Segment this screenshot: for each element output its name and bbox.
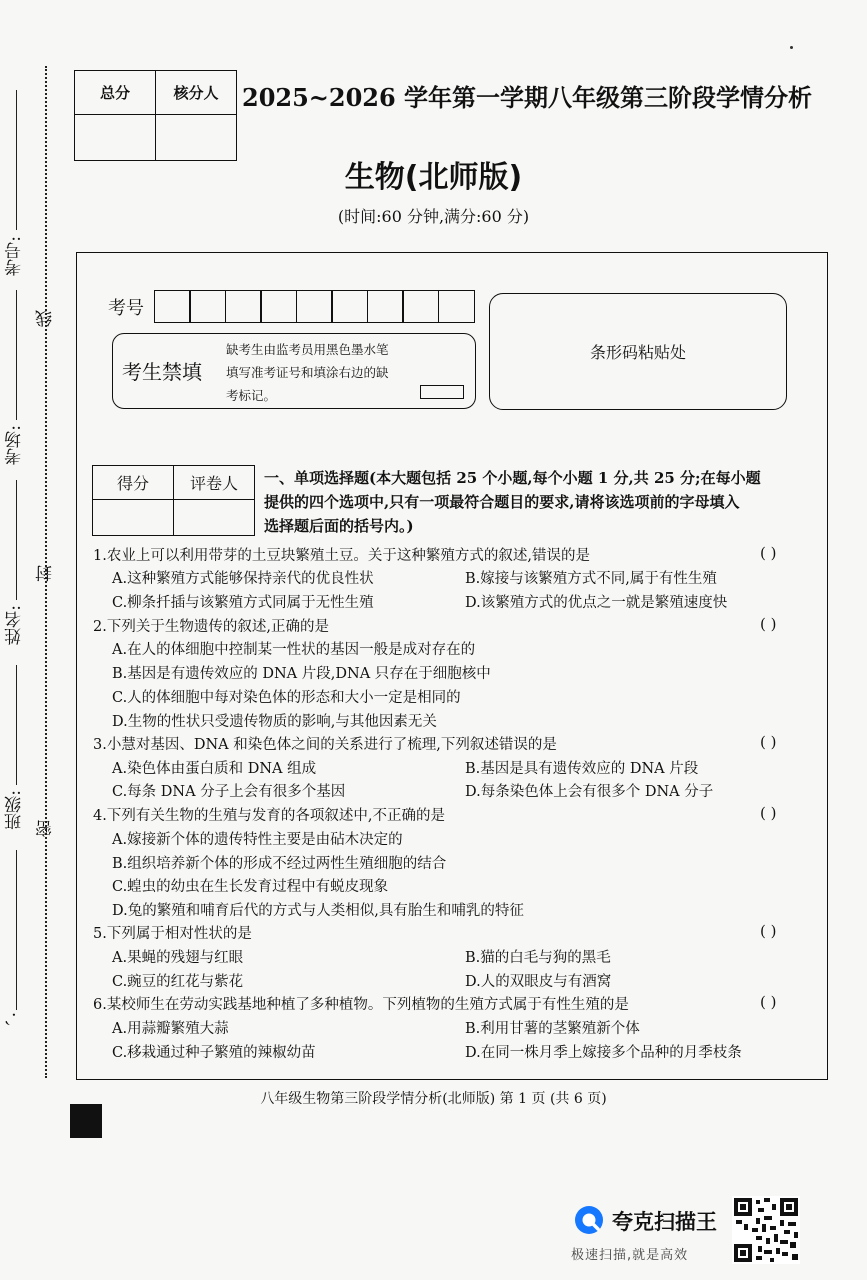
exam-no-box[interactable] — [296, 290, 333, 323]
forbidden-title: 考生禁填 — [122, 360, 202, 384]
question-4-option-c: C.蝗虫的幼虫在生长发育过程中有蜕皮现象 — [112, 879, 389, 895]
question-1-option-a: A.这种繁殖方式能够保持亲代的优良性状 — [112, 571, 374, 587]
question-3-stem: 3.小慧对基因、DNA 和染色体之间的关系进行了梳理,下列叙述错误的是 — [93, 737, 557, 753]
quark-logo-icon — [574, 1205, 604, 1235]
reviewer-cell[interactable] — [174, 500, 255, 536]
section-score-cell[interactable] — [93, 500, 174, 536]
question-5-answer-blank[interactable]: ( ) — [760, 922, 777, 940]
question-6-option-b: B.利用甘薯的茎繁殖新个体 — [465, 1021, 640, 1037]
question-1-answer-blank[interactable]: ( ) — [760, 544, 777, 562]
forbidden-line: 缺考生由监考员用黑色墨水笔 — [226, 342, 389, 357]
side-class-label: 班级: — [5, 790, 25, 830]
side-room-line — [16, 290, 17, 420]
exam-no-box[interactable] — [367, 290, 404, 323]
forbidden-line: 填写准考证号和填涂右边的缺 — [226, 365, 389, 380]
total-score-header: 总分 — [75, 71, 156, 115]
side-class-line — [16, 665, 17, 785]
exam-no-label: 考号 — [108, 298, 144, 319]
question-4-option-a: A.嫁接新个体的遗传特性主要是由砧木决定的 — [112, 832, 403, 848]
exam-title: 2025~2026 学年第一学期八年级第三阶段学情分析 — [242, 83, 813, 112]
question-1-option-d: D.该繁殖方式的优点之一就是繁殖速度快 — [465, 595, 728, 611]
question-5-option-c: C.豌豆的红花与紫花 — [112, 974, 244, 990]
question-6-option-d: D.在同一株月季上嫁接多个品种的月季枝条 — [465, 1045, 742, 1061]
side-room-label: 考场: — [5, 425, 25, 465]
side-name-line — [16, 480, 17, 600]
barcode-label: 条形码粘贴处 — [589, 343, 686, 362]
reviewer-header: 评卷人 — [174, 466, 255, 500]
question-4-option-b: B.组织培养新个体的形成不经过两性生殖细胞的结合 — [112, 856, 447, 872]
question-2-answer-blank[interactable]: ( ) — [760, 615, 777, 633]
brand-name: 夸克扫描王 — [612, 1210, 717, 1234]
exam-no-box[interactable] — [225, 290, 262, 323]
question-2-option-b: B.基因是有遗传效应的 DNA 片段,DNA 只存在于细胞核中 — [112, 666, 491, 682]
question-4-stem: 4.下列有关生物的生殖与发育的各项叙述中,不正确的是 — [93, 808, 445, 824]
exam-no-box[interactable] — [402, 290, 439, 323]
cut-mark-line: 线 — [36, 310, 56, 327]
question-6-stem: 6.某校师生在劳动实践基地种植了多种植物。下列植物的生殖方式属于有性生殖的是 — [93, 997, 629, 1013]
question-3-option-b: B.基因是具有遗传效应的 DNA 片段 — [465, 761, 699, 777]
question-5-stem: 5.下列属于相对性状的是 — [93, 926, 252, 942]
section-line: 一、单项选择题(本大题包括 25 个小题,每个小题 1 分,共 25 分;在每小题 — [264, 469, 761, 487]
section-line: 提供的四个选项中,只有一项最符合题目的要求,请将该选项前的字母填入 — [264, 493, 740, 511]
forbidden-line: 考标记。 — [226, 388, 277, 403]
side-exam-no-label: 考号: — [5, 236, 25, 276]
question-1-option-b: B.嫁接与该繁殖方式不同,属于有性生殖 — [465, 571, 717, 587]
exam-no-box[interactable] — [154, 290, 191, 323]
question-3-option-d: D.每条染色体上会有很多个 DNA 分子 — [465, 784, 714, 800]
speck — [790, 46, 793, 49]
question-5-option-d: D.人的双眼皮与有酒窝 — [465, 974, 612, 990]
brand-slogan: 极速扫描,就是高效 — [571, 1248, 689, 1263]
qr-code-icon — [732, 1196, 800, 1264]
question-1-option-c: C.柳条扦插与该繁殖方式同属于无性生殖 — [112, 595, 374, 611]
side-school-line — [16, 850, 17, 1010]
forbidden-instructions — [226, 338, 406, 407]
question-1-stem: 1.农业上可以利用带芽的土豆块繁殖土豆。关于这种繁殖方式的叙述,错误的是 — [93, 548, 590, 564]
question-2-option-a: A.在人的体细胞中控制某一性状的基因一般是成对存在的 — [112, 642, 476, 658]
question-2-option-d: D.生物的性状只受遗传物质的影响,与其他因素无关 — [112, 714, 437, 730]
question-6-option-c: C.移栽通过种子繁殖的辣椒幼苗 — [112, 1045, 316, 1061]
question-2-stem: 2.下列关于生物遗传的叙述,正确的是 — [93, 619, 329, 635]
exam-no-boxes[interactable] — [155, 290, 475, 323]
exam-no-box[interactable] — [260, 290, 297, 323]
subject-title: 生物(北师版) — [344, 160, 523, 195]
question-4-answer-blank[interactable]: ( ) — [760, 804, 777, 822]
side-school-label: 、· — [5, 1012, 25, 1026]
time-info: (时间:60 分钟,满分:60 分) — [337, 207, 530, 226]
alignment-mark — [70, 1104, 102, 1138]
checker-header: 核分人 — [156, 71, 237, 115]
question-3-option-c: C.每条 DNA 分子上会有很多个基因 — [112, 784, 346, 800]
side-name-label: 姓名: — [5, 605, 25, 645]
question-4-option-d: D.兔的繁殖和哺育后代的方式与人类相似,具有胎生和哺乳的特征 — [112, 903, 524, 919]
cut-mark-seal: 封 — [36, 565, 56, 582]
question-6-option-a: A.用蒜瓣繁殖大蒜 — [112, 1021, 229, 1037]
section-score-table — [92, 465, 255, 536]
section-score-header: 得分 — [93, 466, 174, 500]
section-1-instructions — [264, 466, 819, 538]
page-footer: 八年级生物第三阶段学情分析(北师版) 第 1 页 (共 6 页) — [260, 1091, 607, 1107]
question-2-option-c: C.人的体细胞中每对染色体的形态和大小一定是相同的 — [112, 690, 461, 706]
exam-no-box[interactable] — [331, 290, 368, 323]
section-line: 选择题后面的括号内。) — [264, 517, 414, 535]
question-5-option-b: B.猫的白毛与狗的黑毛 — [465, 950, 611, 966]
question-6-answer-blank[interactable]: ( ) — [760, 993, 777, 1011]
total-score-table — [74, 70, 237, 161]
exam-no-box[interactable] — [189, 290, 226, 323]
cut-mark-secret: 密 — [36, 820, 56, 837]
absence-mark-box[interactable] — [420, 385, 464, 399]
question-3-answer-blank[interactable]: ( ) — [760, 733, 777, 751]
question-3-option-a: A.染色体由蛋白质和 DNA 组成 — [112, 761, 317, 777]
question-5-option-a: A.果蝇的残翅与红眼 — [112, 950, 244, 966]
exam-no-box[interactable] — [438, 290, 475, 323]
